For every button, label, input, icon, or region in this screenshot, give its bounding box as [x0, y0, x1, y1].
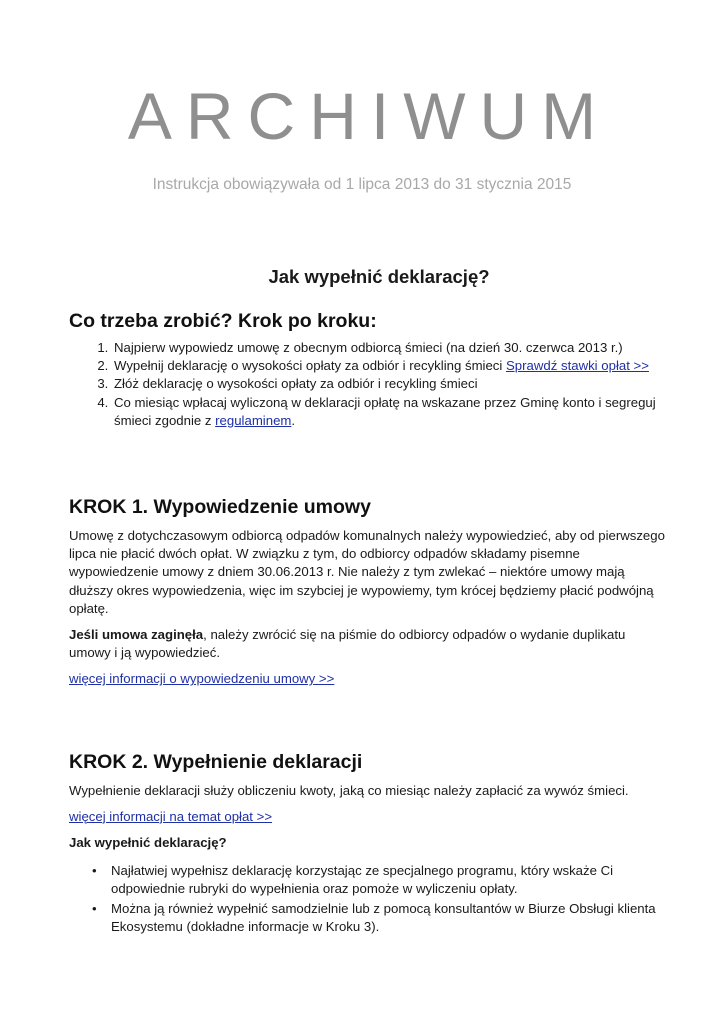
krok1-lost-contract-paragraph [69, 626, 669, 662]
section-krok-1 [69, 496, 669, 689]
steps-list [69, 339, 669, 430]
bullet-icon: • [92, 863, 97, 879]
regulations-link[interactable]: regulaminem [215, 412, 292, 428]
check-rates-link[interactable]: Sprawdź stawki opłat >> [506, 358, 649, 374]
step-text-end: . [291, 412, 296, 428]
list-item [92, 862, 669, 898]
section-krok-2 [69, 751, 669, 936]
step-item-4 [112, 394, 669, 430]
krok2-paragraph: Wypełnienie deklaracji służy obliczeniu kwoty, jaką co miesiąc należy zapłacić za wywóz śmieci. [69, 782, 629, 798]
bullet-text: Można ją również wypełnić samodzielnie lub z pomocą konsultantów w Biurze Obsługi klienta Ekosystemu (dokładne informacje w Kroku 3). [111, 900, 656, 934]
bullet-text: Najłatwiej wypełnisz deklarację korzystając ze specjalnego programu, który wskaże Ci odpowiednie rubryki do wypełnienia oraz pomoże w wyliczeniu opłaty. [111, 863, 614, 897]
step-item-1 [112, 339, 669, 357]
document-title: Jak wypełnić deklarację? [268, 266, 490, 287]
step-item-2 [112, 357, 669, 375]
step-text: Złóż deklarację o wysokości opłaty za odbiór i recykling śmieci [114, 376, 478, 392]
step-text: Co miesiąc wpłacaj wyliczoną w deklaracji opłatę na wskazane przez Gminę konto i segreguj śmieci zgodnie z [114, 394, 656, 428]
step-item-3 [112, 375, 669, 393]
krok2-subheading: Jak wypełnić deklarację? [69, 835, 227, 851]
archive-validity-subtitle: Instrukcja obowiązywała od 1 lipca 2013 do 31 stycznia 2015 [152, 176, 572, 193]
lost-contract-bold: Jeśli umowa zaginęła [69, 627, 204, 643]
krok1-paragraph: Umowę z dotychczasowym odbiorcą odpadów komunalnych należy wypowiedzieć, aby od pierwszego lipca nie płacić dwóch opłat. W związku z tym, do odbiorcy odpadów składamy pisemne wypowiedzenie umowy z dniem 30.06.2013 r. Nie należy z tym zwlekać – niektóre umowy mają dłuższy okres wypowiedzenia, więc im szybciej je wypowiemy, tym krócej będziemy płacić podwójną opłatę. [69, 528, 665, 616]
archive-watermark-title: ARCHIWUM [127, 79, 611, 153]
document-body [69, 266, 669, 937]
lost-contract-text: , należy zwrócić się na piśmie do odbiorcy odpadów o wydanie duplikatu umowy i ją wypowiedzieć. [69, 627, 626, 661]
steps-heading: Co trzeba zrobić? Krok po kroku: [69, 310, 377, 332]
list-item [92, 900, 669, 936]
contract-termination-info-link[interactable]: więcej informacji o wypowiedzeniu umowy >> [69, 671, 335, 687]
krok1-heading: KROK 1. Wypowiedzenie umowy [69, 496, 371, 519]
step-text: Najpierw wypowiedz umowę z obecnym odbiorcą śmieci (na dzień 30. czerwca 2013 r.) [114, 340, 623, 355]
krok2-heading: KROK 2. Wypełnienie deklaracji [69, 750, 363, 773]
step-text: Wypełnij deklarację o wysokości opłaty za odbiór i recykling śmieci [114, 358, 506, 374]
bullet-icon: • [92, 900, 97, 916]
fees-info-link[interactable]: więcej informacji na temat opłat >> [69, 808, 273, 824]
krok2-bullet-list [69, 862, 669, 936]
